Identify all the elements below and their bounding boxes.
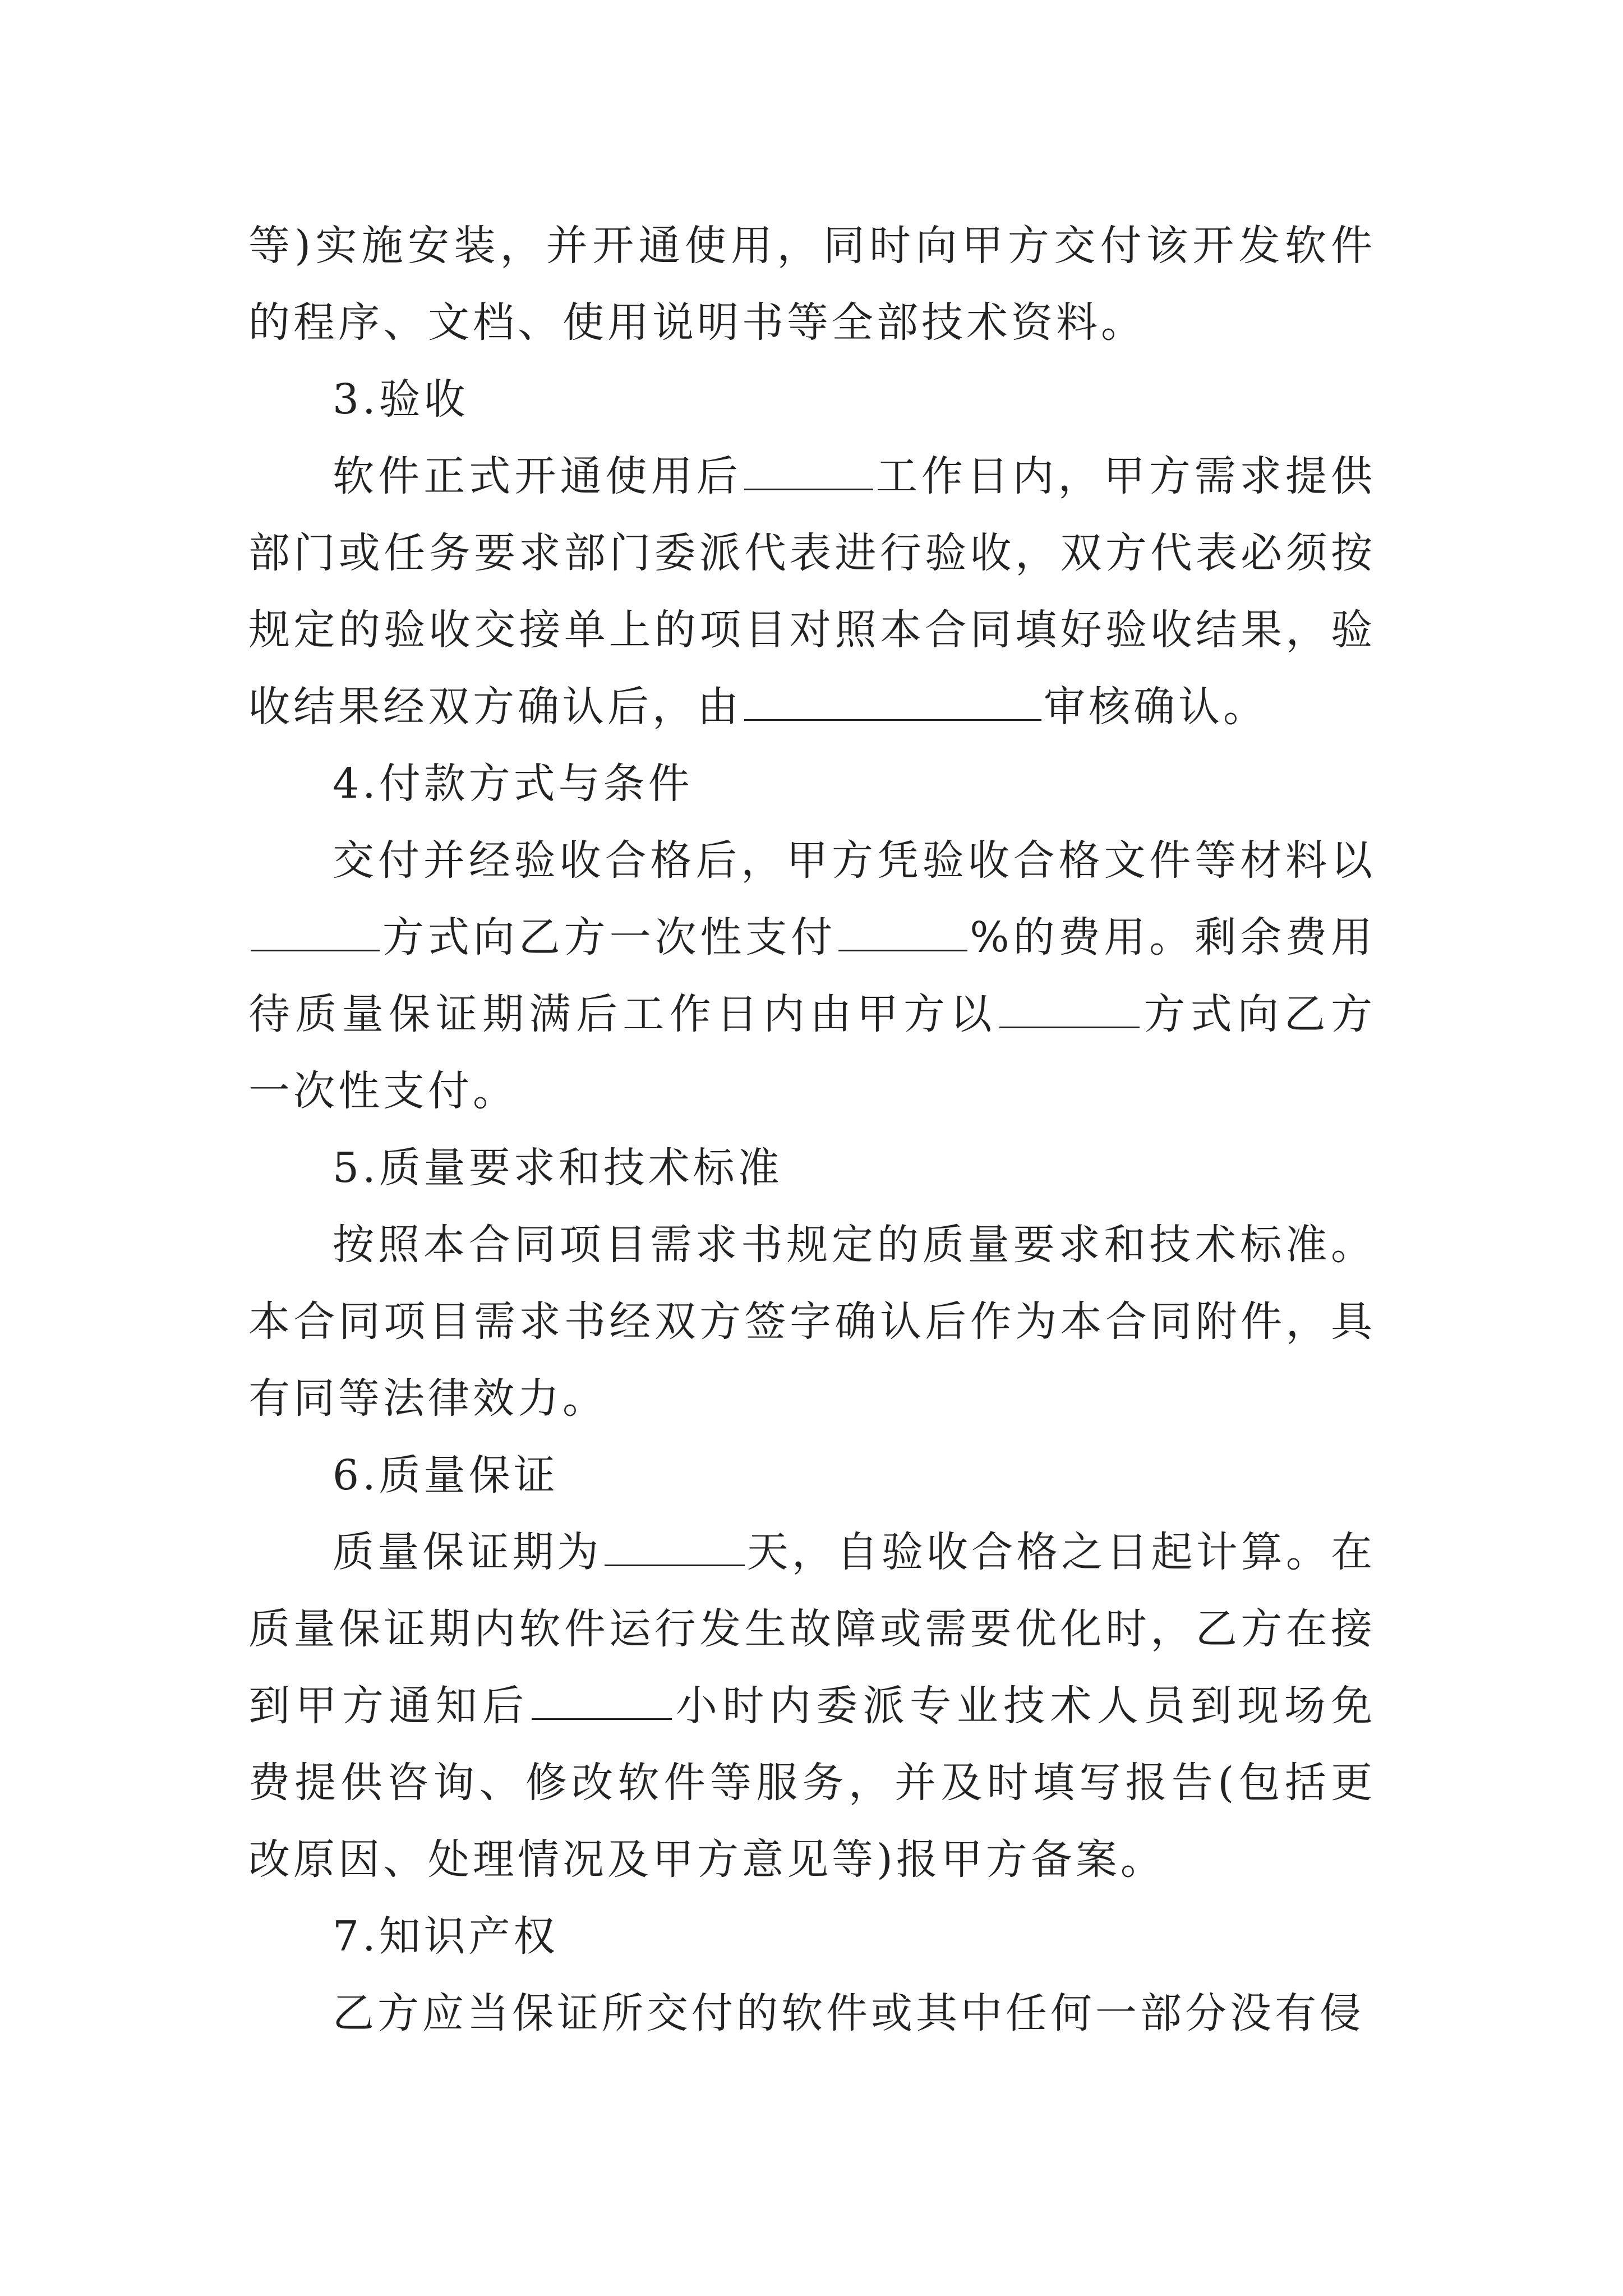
paragraph-text: 软件正式开通使用后: [333, 452, 742, 500]
blank-field-warranty-days[interactable]: [605, 1530, 745, 1566]
paragraph-text: 审核确认。: [1044, 683, 1268, 731]
section-heading-payment: 4.付款方式与条件: [333, 760, 693, 808]
paragraph-text: 小时内委派专业技术人员到现场免费提供咨询、修改软件等服务，并及时填写报告(包括更改原因、处理情况及甲方意见等)报甲方备案。: [248, 1682, 1376, 1884]
paragraph-delivery: [248, 208, 1376, 361]
paragraph-text: %的费用。剩余费用待质量保证期满后工作日内由甲方以: [248, 913, 1376, 1038]
paragraph-text: 方式向乙方一次性支付。: [248, 990, 1376, 1115]
paragraph-warranty: [248, 1514, 1376, 1898]
paragraph-quality-standards: [248, 1207, 1376, 1437]
paragraph-text: 天，自验收合格之日起计算。在质量保证期内软件运行发生故障或需要优化时，乙方在接到甲方通知后: [248, 1528, 1376, 1730]
blank-field-remaining-method[interactable]: [999, 992, 1140, 1028]
paragraph-text: 质量保证期为: [333, 1528, 602, 1576]
blank-field-response-hours[interactable]: [532, 1683, 672, 1720]
section-heading-ip: 7.知识产权: [333, 1912, 559, 1961]
paragraph-text: 交付并经验收合格后，甲方凭验收合格文件等材料以: [333, 836, 1376, 885]
paragraph-text: 方式向乙方一次性支付: [382, 913, 837, 961]
paragraph-payment: [248, 822, 1376, 1130]
blank-field-percentage[interactable]: [838, 915, 967, 951]
section-heading-warranty: 6.质量保证: [333, 1451, 559, 1499]
paragraph-acceptance: [248, 438, 1376, 746]
blank-field-reviewer[interactable]: [744, 684, 1041, 721]
document-body: [248, 208, 1376, 2052]
section-heading-acceptance: 3.验收: [333, 375, 469, 424]
paragraph-text: 工作日内，甲方需求提供部门或任务要求部门委派代表进行验收，双方代表必须按规定的验收交接单上的项目对照本合同填好验收结果，验收结果经双方确认后，由: [248, 452, 1376, 731]
paragraph-text: 等)实施安装，并开通使用，同时向甲方交付该开发软件的程序、文档、使用说明书等全部技术资料。: [248, 222, 1376, 347]
paragraph-ip: [248, 1975, 1376, 2052]
blank-field-workdays[interactable]: [744, 454, 873, 490]
paragraph-text: 按照本合同项目需求书规定的质量要求和技术标准。本合同项目需求书经双方签字确认后作为本合同附件，具有同等法律效力。: [248, 1221, 1376, 1423]
blank-field-payment-method[interactable]: [251, 915, 380, 951]
paragraph-text: 乙方应当保证所交付的软件或其中任何一部分没有侵: [333, 1989, 1364, 2037]
section-heading-quality-standards: 5.质量要求和技术标准: [333, 1144, 783, 1192]
